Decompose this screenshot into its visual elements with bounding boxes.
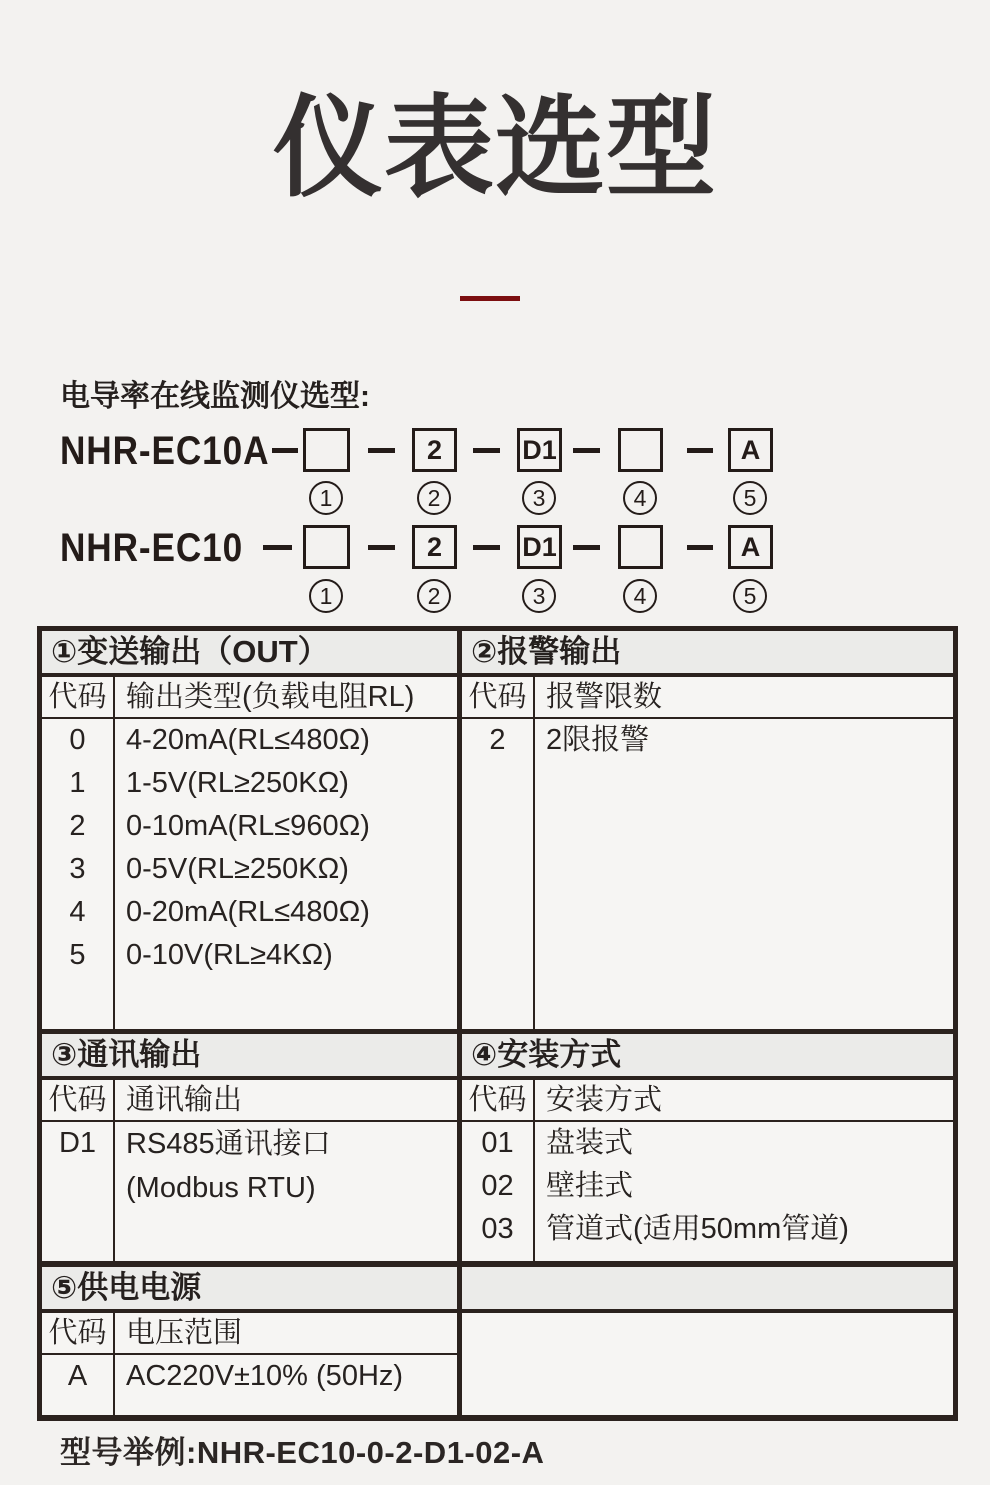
dash-separator	[272, 448, 298, 453]
table-band-2	[42, 1034, 953, 1261]
model-code-box	[303, 428, 350, 472]
code-filler-cell	[462, 762, 535, 1029]
code-header-cell: 代码	[42, 1080, 115, 1122]
subtable-title: ②报警输出	[462, 631, 953, 677]
dash-separator	[573, 545, 600, 550]
value-cell: 壁挂式	[546, 1170, 634, 1202]
circled-number: 2	[417, 579, 451, 613]
value-filler-cell	[115, 1405, 457, 1415]
subtable-body	[42, 677, 457, 1029]
code-filler-cell	[42, 1210, 115, 1261]
model-code-box	[303, 525, 350, 569]
model-diagram	[0, 0, 990, 630]
value-header-cell: 通讯输出	[115, 1080, 457, 1122]
dash-separator	[368, 448, 395, 453]
code-cell: 03	[462, 1208, 535, 1251]
value-cell: 0-10mA(RL≤960Ω)	[126, 810, 370, 842]
code-cell: 1	[42, 762, 115, 805]
model-code-box: D1	[517, 428, 562, 472]
value-cell: 管道式(适用50mm管道)	[546, 1213, 849, 1245]
dash-separator	[687, 545, 713, 550]
value-line: (Modbus RTU)	[126, 1172, 316, 1204]
empty-title-band	[462, 1267, 953, 1313]
value-filler-cell	[115, 977, 457, 1029]
code-cell: 5	[42, 934, 115, 977]
value-cell: AC220V±10% (50Hz)	[126, 1360, 404, 1392]
code-cell: 3	[42, 848, 115, 891]
circled-number: 4	[623, 481, 657, 515]
subtable-title: ④安装方式	[462, 1034, 953, 1080]
code-cell: A	[42, 1355, 115, 1405]
value-cell: 2限报警	[546, 724, 650, 756]
subtable-power-supply	[42, 1267, 462, 1415]
dash-separator	[473, 545, 500, 550]
code-filler-cell	[42, 977, 115, 1029]
model-example-text: 型号举例:NHR-EC10-0-2-D1-02-A	[60, 1435, 545, 1470]
code-cell: 01	[462, 1122, 535, 1165]
subtable-transmit-output	[42, 631, 462, 1029]
subtable-alarm-output	[462, 631, 953, 1029]
code-cell: 02	[462, 1165, 535, 1208]
code-header-cell: 代码	[42, 1313, 115, 1355]
selection-table	[37, 626, 958, 1421]
model-label: NHR-EC10	[60, 526, 244, 570]
value-cell: 1-5V(RL≥250KΩ)	[126, 767, 349, 799]
circled-number: 1	[309, 579, 343, 613]
code-cell: 4	[42, 891, 115, 934]
model-label: NHR-EC10A	[60, 429, 270, 473]
code-filler-cell	[42, 1405, 115, 1415]
subtable-title: ③通讯输出	[42, 1034, 457, 1080]
dash-separator	[263, 545, 292, 550]
model-code-box	[618, 428, 663, 472]
dash-separator	[368, 545, 395, 550]
code-cell: 2	[42, 805, 115, 848]
model-code-box: D1	[517, 525, 562, 569]
value-header-cell: 安装方式	[535, 1080, 953, 1122]
dash-separator	[687, 448, 713, 453]
code-header-cell: 代码	[462, 1080, 535, 1122]
value-cell	[115, 1122, 457, 1210]
empty-cell	[462, 1313, 953, 1415]
subtable-body	[42, 1080, 457, 1261]
model-code-box: 2	[412, 428, 457, 472]
subtable-title: ⑤供电电源	[42, 1267, 457, 1313]
value-filler-cell	[115, 1210, 457, 1261]
page-title: 仪表选型	[273, 87, 717, 210]
dash-separator	[473, 448, 500, 453]
subtable-mounting	[462, 1034, 953, 1261]
code-cell: 0	[42, 719, 115, 762]
model-code-box: A	[728, 525, 773, 569]
code-header-cell: 代码	[462, 677, 535, 719]
value-filler-cell	[535, 1251, 953, 1261]
value-cell: 0-20mA(RL≤480Ω)	[126, 896, 370, 928]
code-filler-cell	[462, 1251, 535, 1261]
model-code-box	[618, 525, 663, 569]
circled-number: 5	[733, 579, 767, 613]
circled-number: 3	[522, 481, 556, 515]
model-code-box: A	[728, 428, 773, 472]
selection-intro-label: 电导率在线监测仪选型:	[60, 380, 370, 413]
value-line: RS485通讯接口	[126, 1128, 331, 1160]
subtable-body	[42, 1313, 457, 1415]
dash-separator	[573, 448, 600, 453]
value-filler-cell	[535, 762, 953, 1029]
value-cell: 盘装式	[546, 1127, 634, 1159]
subtable-title: ①变送输出（OUT）	[42, 631, 457, 677]
circled-number: 3	[522, 579, 556, 613]
value-header-cell: 电压范围	[115, 1313, 457, 1355]
subtable-body	[462, 677, 953, 1029]
table-band-1	[42, 631, 953, 1029]
code-cell: 2	[462, 719, 535, 762]
circled-number: 2	[417, 481, 451, 515]
value-header-cell: 输出类型(负载电阻RL)	[115, 677, 457, 719]
code-header-cell: 代码	[42, 677, 115, 719]
table-band-3	[42, 1267, 953, 1415]
value-cell: 4-20mA(RL≤480Ω)	[126, 724, 370, 756]
circled-number: 4	[623, 579, 657, 613]
value-header-cell: 报警限数	[535, 677, 953, 719]
circled-number: 1	[309, 481, 343, 515]
subtable-comm-output	[42, 1034, 462, 1261]
power-section-empty-cell	[462, 1267, 953, 1415]
value-cell: 0-5V(RL≥250KΩ)	[126, 853, 349, 885]
code-cell: D1	[42, 1122, 115, 1210]
value-cell: 0-10V(RL≥4KΩ)	[126, 939, 333, 971]
circled-number: 5	[733, 481, 767, 515]
subtable-body	[462, 1080, 953, 1261]
model-code-box: 2	[412, 525, 457, 569]
